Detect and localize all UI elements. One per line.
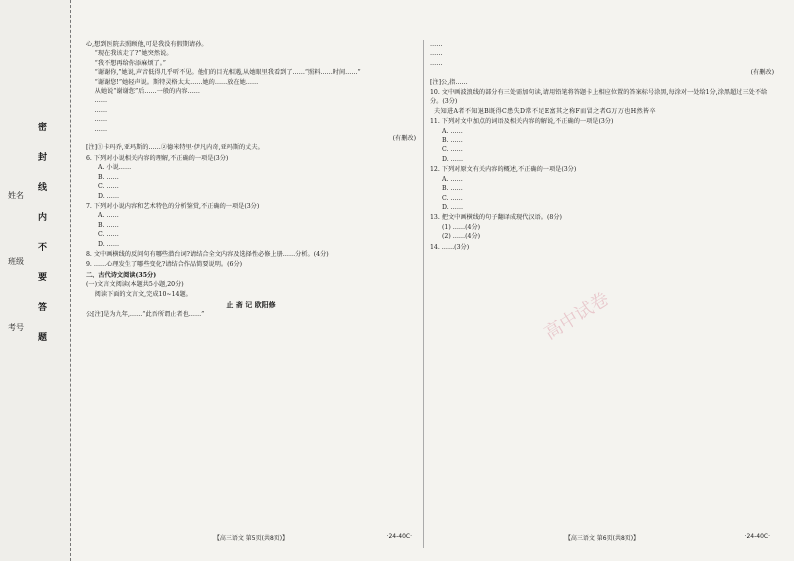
footer-page-label: 【高三语文 第6页(共8页)】 xyxy=(564,535,640,542)
text-line: A. 小说…… xyxy=(98,164,132,172)
text-line: C. …… xyxy=(98,231,119,239)
text-line: …… xyxy=(94,97,108,105)
binding-word: 不 xyxy=(38,243,48,253)
text-line: “谢谢您!”她轻声说。斯特灵格太太……她的……放在她…… xyxy=(94,78,259,86)
text-line: …… xyxy=(430,41,443,48)
binding-word: 内 xyxy=(38,213,48,223)
watermark: 高中试卷 xyxy=(540,288,613,345)
text-line: “谢谢你,”她说,声音低得几乎听不见。他们的目光相遇,从她眼里我看到了……“照料……时间……” xyxy=(94,69,361,77)
text-line: 夫知进A者不知退B既得C患失D常不足E富其之称F而冒之者G万万也H然皆卒 xyxy=(434,107,656,115)
text-line: D. …… xyxy=(442,203,464,211)
text-line: (一)文言文阅读(本题共5小题,20分) xyxy=(86,281,184,289)
binding-word: 要 xyxy=(38,273,48,283)
text-line: “现在我该走了?”她突然说。 xyxy=(94,50,173,58)
text-line: D. …… xyxy=(442,155,464,163)
text-line: (有删改) xyxy=(750,69,774,77)
binding-word: 密 xyxy=(38,123,48,133)
text-line: …… xyxy=(430,59,443,67)
text-line: (2) ……(4分) xyxy=(442,233,481,241)
binding-word: 题 xyxy=(38,333,48,343)
binding-label-id: 考号 xyxy=(8,323,24,332)
page-divider xyxy=(423,40,424,548)
text-line: A. …… xyxy=(442,127,463,135)
text-line: C. …… xyxy=(98,183,119,191)
text-line: 10. 文中画波浪线的部分有三处需加句读,请用铅笔将答题卡上相应位置的答案标号涂黑,每涂对一处给1分,涂黑超过三处不给分。(3分) xyxy=(430,89,768,106)
text-line: 公[注]是为九年,……“此吾所谓止者也……” xyxy=(86,311,205,319)
text-line: …… xyxy=(94,106,108,114)
text-line: 12. 下列对原文有关内容的概述,不正确的一项是(3分) xyxy=(430,166,577,174)
text-line: B. …… xyxy=(442,185,463,193)
exam-page-left xyxy=(86,40,416,550)
text-line: A. …… xyxy=(442,175,463,183)
binding-word: 封 xyxy=(38,153,48,163)
footer-code: ·24-40C· xyxy=(744,533,770,540)
text-line: “我不想再给你添麻烦了。” xyxy=(94,59,166,67)
text-line: 13. 把文中画横线的句子翻译成现代汉语。(8分) xyxy=(430,214,562,222)
text-line: 9. ……心理发生了哪些变化?请结合作品简要说明。(6分) xyxy=(86,261,243,269)
text-line: C. …… xyxy=(442,194,463,202)
text-line: D. …… xyxy=(98,240,120,248)
text-line: 8. 文中画横线的反问句有哪些潜台词?请结合全文内容及选择性必修上册……分析。(4分) xyxy=(86,250,329,258)
binding-word: 答 xyxy=(38,303,48,313)
text-line: …… xyxy=(430,50,443,58)
text-line: …… xyxy=(94,116,108,124)
text-line: 7. 下列对小说内容和艺术特色的分析鉴赏,不正确的一项是(3分) xyxy=(86,202,260,210)
text-line: 11. 下列对文中加点的词语及相关内容的解说,不正确的一项是(3分) xyxy=(430,118,614,126)
text-line: [注]①卡玛乔,亚玛斯的……②德米特里·伊凡内奇,亚玛斯的丈夫。 xyxy=(86,144,264,152)
text-line: 心,想到医院去照顾他,可是我没有假期请孙。 xyxy=(86,41,208,48)
text-line: …… xyxy=(94,125,108,133)
text-line: (有删改) xyxy=(392,135,416,143)
text-line: (1) ……(4分) xyxy=(442,223,481,231)
footer-code: ·24-40C· xyxy=(386,533,412,540)
text-line: D. …… xyxy=(98,192,120,200)
text-line: B. …… xyxy=(98,173,119,181)
text-line: 阅读下面的文言文,完成10~14题。 xyxy=(94,290,192,298)
text-line: 从她说“谢谢您”后……一般的内容…… xyxy=(94,88,200,96)
text-line: C. …… xyxy=(442,146,463,154)
text-line: 6. 下列对小说相关内容的理解,不正确的一项是(3分) xyxy=(86,154,229,162)
footer-page-label: 【高三语文 第5页(共8页)】 xyxy=(213,535,289,542)
binding-label-class: 班级 xyxy=(8,257,24,266)
text-line: 止 斋 记 欧阳修 xyxy=(226,299,276,309)
text-line: [注]公,指…… xyxy=(430,78,468,86)
binding-label-name: 姓名 xyxy=(8,191,24,200)
text-line: A. …… xyxy=(98,212,119,220)
binding-margin xyxy=(0,0,71,561)
text-line: 14. ……(3分) xyxy=(430,243,470,251)
text-line: B. …… xyxy=(98,221,119,229)
text-line: B. …… xyxy=(442,137,463,145)
text-line: 二、古代诗文阅读(35分) xyxy=(86,271,157,279)
binding-word: 线 xyxy=(38,183,48,193)
